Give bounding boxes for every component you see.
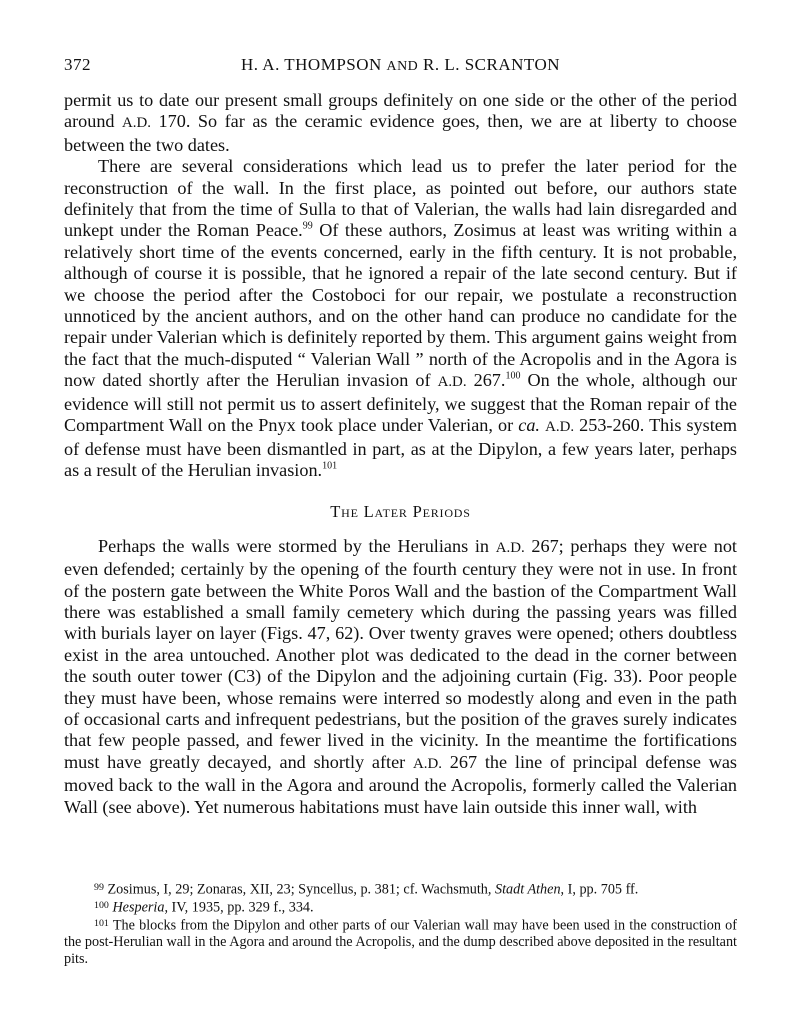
footnote-ref-99: 99 — [302, 220, 313, 232]
footnote-number: 101 — [94, 918, 109, 930]
text-run: Perhaps the walls were stormed by the Herulians in — [98, 535, 496, 556]
paragraph-3 — [64, 536, 737, 818]
italic-title: Stadt Athen — [494, 881, 561, 898]
text-run: The blocks from the Dipylon and other parts of our Valerian wall may have been used in the construction of the post-Herulian wall in the Agora and around the Acropolis, and the dump described above deposited in the resultant pits. — [64, 917, 737, 967]
era-abbrev: A.D. — [495, 539, 525, 556]
text-run: , I, pp. 705 ff. — [560, 881, 639, 898]
italic-title: Hesperia — [112, 899, 165, 916]
text-run: On the whole, although our evidence will still not permit us to assert definitely, we suggest that the Roman repair of the Compartment Wall on the Pnyx took place under Valerian, or — [64, 370, 738, 436]
text-run: 170. So far as the ceramic evidence goes, then, we are at liberty to choose between the two dates. — [64, 111, 737, 155]
era-abbrev: A.D. — [545, 419, 575, 436]
text-run: 267 the line of principal defense was moved back to the wall in the Agora and around the Acropolis, formerly called the Valerian Wall (see above). Yet numerous habitations must have lain outside this inner wall, with — [64, 751, 737, 817]
italic-abbrev: ca. — [518, 415, 540, 436]
running-head — [64, 55, 737, 75]
author-1: H. A. THOMPSON — [240, 55, 382, 74]
text-run: 267. — [466, 370, 506, 391]
body-text — [64, 90, 737, 818]
text-run: Zosimus, I, 29; Zonaras, XII, 23; Syncellus, p. 381; cf. Wachsmuth, — [103, 881, 495, 898]
era-abbrev: A.D. — [413, 755, 442, 772]
text-run: 267; perhaps they were not even defended; certainly by the opening of the fourth century they were not in use. In front of the postern gate between the White Poros Wall and the bastion of the Compartment Wall there was established a small family cemetery which during the passing years was filled with burials layer on layer (Figs. 47, 62). Over twenty graves were opened; others doubtless exist in the area untouched. Another plot was dedicated to the dead in the corner between the south outer tower (C3) of the Dipylon and the adjoining curtain (Fig. 33). Poor people they must have been, whose remains were interred so modestly along and even in the path of occasional carts and infrequent pedestrians, but the position of the graves surely indicates that few people passed, and fewer lived in the vicinity. In the meantime the fortifications must have greatly decayed, and shortly after — [64, 535, 737, 772]
era-abbrev: A.D. — [122, 115, 152, 132]
footnote-ref-101: 101 — [322, 460, 338, 472]
author-conjunction: AND — [386, 59, 419, 74]
footnote-101 — [64, 916, 737, 967]
footnote-100 — [64, 898, 737, 916]
page-header — [64, 55, 737, 79]
text-run: Of these authors, Zosimus at least was writing within a relatively short time of the events concerned, early in the fifth century. It is not probable, although of course it is possible, that he ignored a repair of the late second century. But if we choose the period after the Costoboci for our repair, we postulate a reconstruction unnoticed by the ancient authors, and on the other hand can produce no candidate for the repair under Valerian which is definitely reported by them. This argument gains weight from the fact that the much-disputed “ Valerian Wall ” north of the Acropolis and in the Agora is now dated shortly after the Herulian invasion of — [64, 220, 737, 391]
paragraph-2 — [64, 156, 737, 481]
section-heading: The Later Periods — [330, 502, 471, 522]
paragraph-1 — [64, 90, 737, 156]
footnotes — [64, 880, 737, 967]
footnote-number: 100 — [94, 900, 109, 912]
footnote-number: 99 — [94, 882, 104, 893]
era-abbrev: A.D. — [437, 374, 467, 391]
text-run: There are several considerations which lead us to prefer the later period for the reconstruction of the wall. In the first place, as pointed out before, our authors state definitely that from the time of Sulla to that of Valerian, the walls had lain disregarded and unkept under the Roman Peace. — [64, 156, 737, 241]
author-2: R. L. SCRANTON — [422, 55, 561, 74]
page-number: 372 — [64, 55, 91, 74]
text-run: , IV, 1935, pp. 329 f., 334. — [164, 899, 314, 916]
footnote-ref-100: 100 — [505, 370, 521, 382]
text-run: permit us to date our present small groups definitely on one side or the other of the period around — [64, 90, 737, 132]
text-run: 253-260. This system of defense must have been dismantled in part, as at the Dipylon, a few years later, perhaps as a result of the Herulian invasion. — [64, 415, 738, 480]
footnote-99 — [64, 880, 737, 898]
